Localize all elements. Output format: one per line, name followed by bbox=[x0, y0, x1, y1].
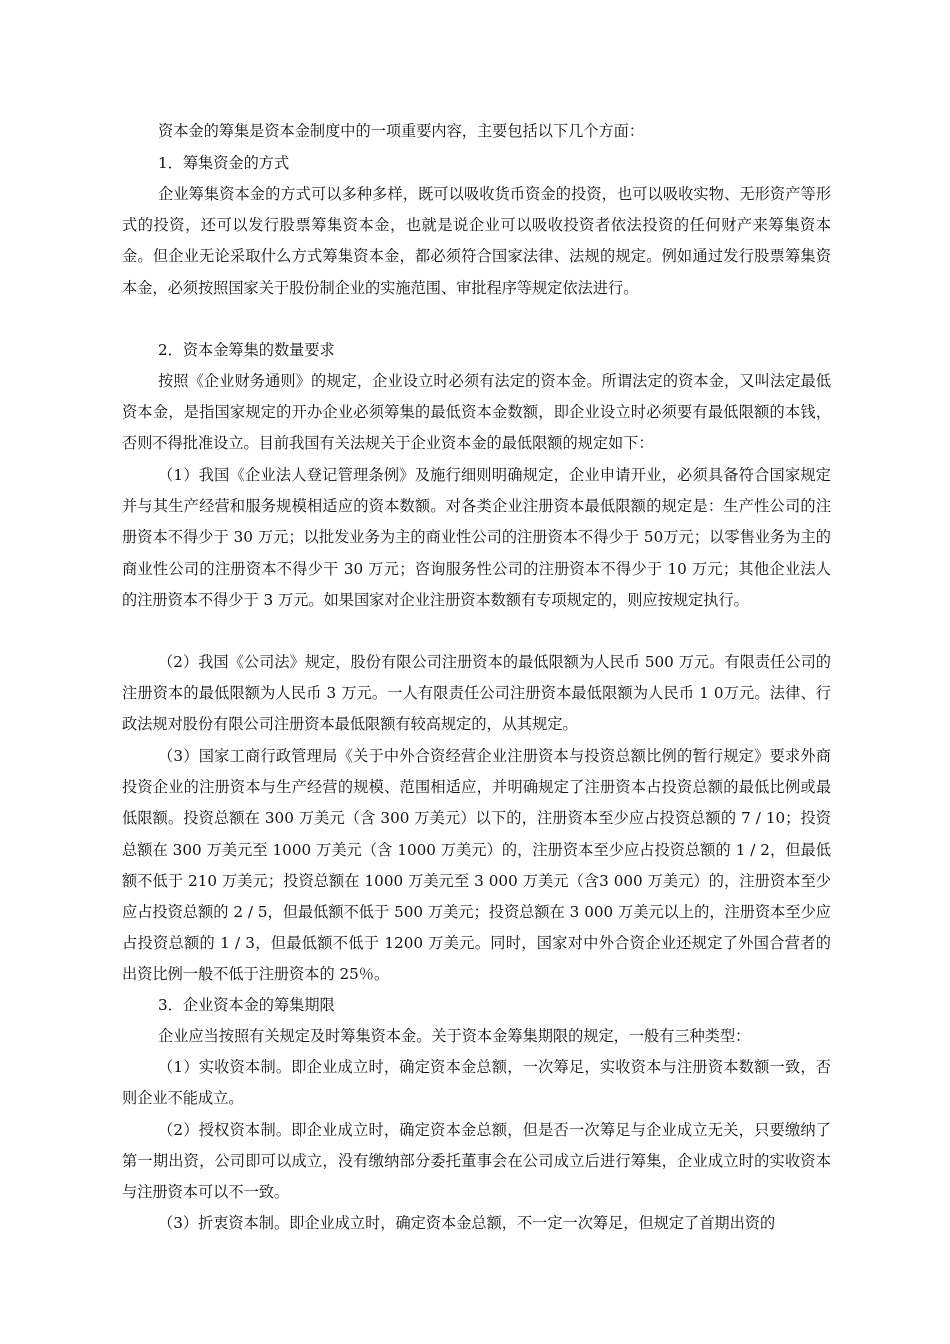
paragraph-financing-methods: 企业筹集资本金的方式可以多种多样，既可以吸收货币资金的投资，也可以吸收实物、无形资产等形式的投资，还可以发行股票筹集资本金，也就是说企业可以吸收投资者依法投资的任何财产来筹集资本金。但企业无论采取什么方式筹集资本金，都必须符合国家法律、法规的规定。例如通过发行股票筹集资本金，必须按照国家关于股份制企业的实施范围、审批程序等规定依法进行。 bbox=[122, 185, 831, 297]
section-heading-2: 2．资本金筹集的数量要求 bbox=[158, 341, 335, 359]
paragraph-item-1-registration: （1）我国《企业法人登记管理条例》及施行细则明确规定，企业申请开业，必须具备符合国家规定并与其生产经营和服务规模相适应的资本数额。对各类企业注册资本最低限额的规定是：生产性公司的注册资本不得少于 30 万元；以批发业务为主的商业性公司的注册资本不得少于 50万元；以零售业务为主的商业性公司的注册资本不得少干 30 万元；咨询服务性公司的注册资本不得少于 10 万元；其他企业法人的注册资本不得少于 3 万元。如果国家对企业注册资本数额有专项规定的，则应按规定执行。 bbox=[122, 466, 831, 609]
intro-paragraph: 资本金的筹集是资本金制度中的一项重要内容，主要包括以下几个方面： bbox=[158, 122, 644, 140]
section-heading-3: 3．企业资本金的筹集期限 bbox=[158, 996, 335, 1014]
paragraph-period-types: 企业应当按照有关规定及时筹集资本金。关于资本金筹集期限的规定，一般有三种类型： bbox=[158, 1027, 751, 1045]
paragraph-legal-capital: 按照《企业财务通则》的规定，企业设立时必须有法定的资本金。所谓法定的资本金，又叫法定最低资本金，是指国家规定的开办企业必须筹集的最低资本金数额，即企业设立时必须要有最低限额的本钱，否则不得批准设立。目前我国有关法规关于企业资本金的最低限额的规定如下： bbox=[122, 372, 831, 453]
paragraph-item-2-company-law: （2）我国《公司法》规定，股份有限公司注册资本的最低限额为人民币 500 万元。有限责任公司的注册资本的最低限额为人民币 3 万元。一人有限责任公司注册资本最低限额为人民币 1 0万元。法律、行政法规对股份有限公司注册资本最低限额有较高规定的，从其规定。 bbox=[122, 653, 831, 734]
section-heading-1: 1．筹集资金的方式 bbox=[158, 154, 290, 172]
paragraph-compromise-system: （3）折衷资本制。即企业成立时，确定资本金总额，不一定一次筹足，但规定了首期出资的 bbox=[158, 1214, 776, 1232]
paragraph-authorized-system: （2）授权资本制。即企业成立时，确定资本金总额，但是否一次筹足与企业成立无关，只要缴纳了第一期出资，公司即可以成立，没有缴纳部分委托董事会在公司成立后进行筹集，企业成立时的实收资本与注册资本可以不一致。 bbox=[122, 1121, 831, 1202]
paragraph-item-3-joint-venture: （3）国家工商行政管理局《关于中外合资经营企业注册资本与投资总额比例的暂行规定》要求外商投资企业的注册资本与生产经营的规模、范围相适应，并明确规定了注册资本占投资总额的最低比例或最低限额。投资总额在 300 万美元（含 300 万美元）以下的，注册资本至少应占投资总额的 7 / 10；投资总额在 300 万美元至 1000 万美元（含 1000 万美元）的，注册资本至少应占投资总额的 1 / 2，但最低额不低于 210 万美元；投资总额在 1000 万美元至 3 000 万美元（含3 000 万美元）的，注册资本至少应占投资总额的 2 / 5，但最低额不低于 500 万美元；投资总额在 3 000 万美元以上的，注册资本至少应占投资总额的 1 / 3，但最低额不低于 1200 万美元。同时，国家对中外合资企业还规定了外国合营者的出资比例一般不低于注册资本的 25％。 bbox=[122, 747, 831, 984]
paragraph-paid-in-system: （1）实收资本制。即企业成立时，确定资本金总额，一次筹足，实收资本与注册资本数额一致，否则企业不能成立。 bbox=[122, 1058, 831, 1108]
